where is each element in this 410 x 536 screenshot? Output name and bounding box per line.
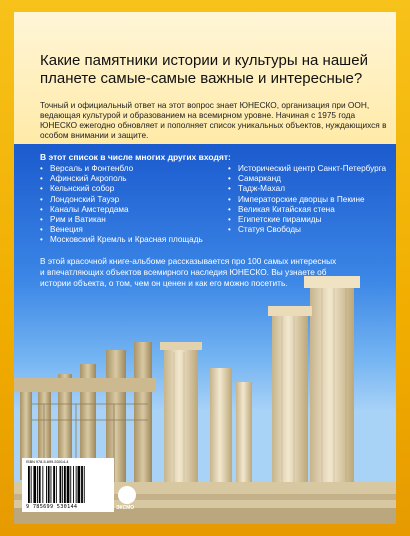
list-item: [228, 205, 388, 215]
list-item-label: Версаль и Фонтенбло: [50, 164, 134, 173]
barcode-bar: [60, 466, 62, 503]
barcode-digits: 9 785699 530144: [26, 504, 78, 510]
barcode-bar: [33, 466, 36, 503]
list-item-label: Исторический центр Санкт-Петербурга: [238, 164, 387, 173]
list-item: [40, 225, 215, 235]
bullet-icon: •: [40, 184, 43, 194]
central-columns: [164, 348, 252, 498]
bullet-icon: •: [40, 204, 43, 214]
list-item: [228, 195, 388, 205]
intro-paragraph: Точный и официальный ответ на этот вопрос знает ЮНЕСКО, организация при ООН, ведающая культурой и образованием на всемирном уровне. Начиная с 1975 года ЮНЕСКО ежегодно обновляет и пополняет список уникальных объектов, нуждающихся в особом внимании и защите.: [40, 100, 387, 140]
cover-headline: Какие памятники истории и культуры на нашей планете самые-самые важные и интересные?: [40, 52, 368, 87]
bullet-icon: •: [228, 225, 231, 235]
barcode-bar: [64, 466, 66, 503]
bullet-icon: •: [40, 194, 43, 204]
list-column-right: [228, 164, 388, 235]
list-item: [40, 205, 215, 215]
barcode-bars: [28, 466, 108, 503]
list-item-label: Императорские дворцы в Пекине: [238, 194, 365, 204]
list-item: [40, 164, 215, 174]
list-item-label: Великая Китайская стена: [238, 204, 335, 214]
list-item-label: Афинский Акрополь: [50, 174, 127, 184]
list-item-label: Самарканд: [238, 174, 281, 184]
list-item: [40, 235, 215, 245]
list-column-left: [40, 164, 215, 246]
list-item-label: Каналы Амстердама: [50, 204, 129, 214]
barcode-bar: [37, 466, 38, 503]
barcode-bar: [53, 466, 55, 503]
barcode-bar: [56, 466, 57, 503]
list-item-label: Московский Кремль и Красная площадь: [50, 235, 203, 245]
list-item: [40, 174, 215, 184]
barcode-bar: [70, 466, 71, 503]
barcode-bar: [62, 466, 63, 503]
bullet-icon: •: [228, 215, 231, 225]
list-item-label: Египетские пирамиды: [238, 215, 322, 225]
bullet-icon: •: [228, 194, 231, 204]
right-columns: [272, 284, 354, 514]
barcode-bar: [84, 466, 85, 503]
heritage-list: [14, 148, 396, 258]
bullet-icon: •: [228, 164, 231, 173]
barcode-bar: [46, 466, 47, 503]
publisher-name: ЭКСМО: [116, 505, 135, 511]
list-item-label: Статуя Свободы: [238, 225, 301, 235]
list-item: [40, 184, 215, 194]
publisher-logo-icon: [118, 486, 136, 504]
bullet-icon: •: [40, 225, 43, 235]
barcode-bar: [51, 466, 52, 503]
barcode: [22, 458, 114, 512]
barcode-bar: [42, 466, 43, 503]
list-item: [40, 215, 215, 225]
bullet-icon: •: [40, 235, 43, 245]
barcode-bar: [48, 466, 50, 503]
list-item-label: Лондонский Тауэр: [50, 194, 120, 204]
list-item-label: Тадж-Махал: [238, 184, 285, 194]
list-item: [228, 164, 388, 174]
barcode-bar: [31, 466, 32, 503]
barcode-bar: [28, 466, 30, 503]
header-box: [14, 12, 396, 144]
bullet-icon: •: [228, 174, 231, 184]
left-entablature: [14, 378, 156, 392]
list-item-label: Кельнский собор: [50, 184, 115, 194]
barcode-bar: [67, 466, 70, 503]
bullet-icon: •: [228, 204, 231, 214]
barcode-bar: [76, 466, 77, 503]
isbn-text: ISBN 978-5-699-53014-4: [26, 460, 69, 464]
list-title: В этот список в числе многих других входят:: [40, 152, 231, 162]
list-item: [228, 215, 388, 225]
list-item-label: Рим и Ватикан: [50, 215, 106, 225]
barcode-bar: [39, 466, 41, 503]
list-item: [228, 184, 388, 194]
barcode-bar: [78, 466, 81, 503]
list-item: [228, 225, 388, 235]
barcode-bar: [73, 466, 74, 503]
bullet-icon: •: [40, 215, 43, 225]
barcode-bar: [81, 466, 83, 503]
description-paragraph: В этой красочной книге-альбоме рассказывается про 100 самых интересных и впечатляющих объектов всемирного наследия ЮНЕСКО. Вы узнаете об истории объекта, о том, чем он ценен и как его можно посетить.: [40, 256, 337, 288]
bullet-icon: •: [228, 184, 231, 194]
bullet-icon: •: [40, 174, 43, 184]
list-item: [228, 174, 388, 184]
list-item: [40, 195, 215, 205]
list-item-label: Венеция: [50, 225, 83, 235]
bullet-icon: •: [40, 164, 43, 173]
cover-panel: [14, 12, 396, 524]
